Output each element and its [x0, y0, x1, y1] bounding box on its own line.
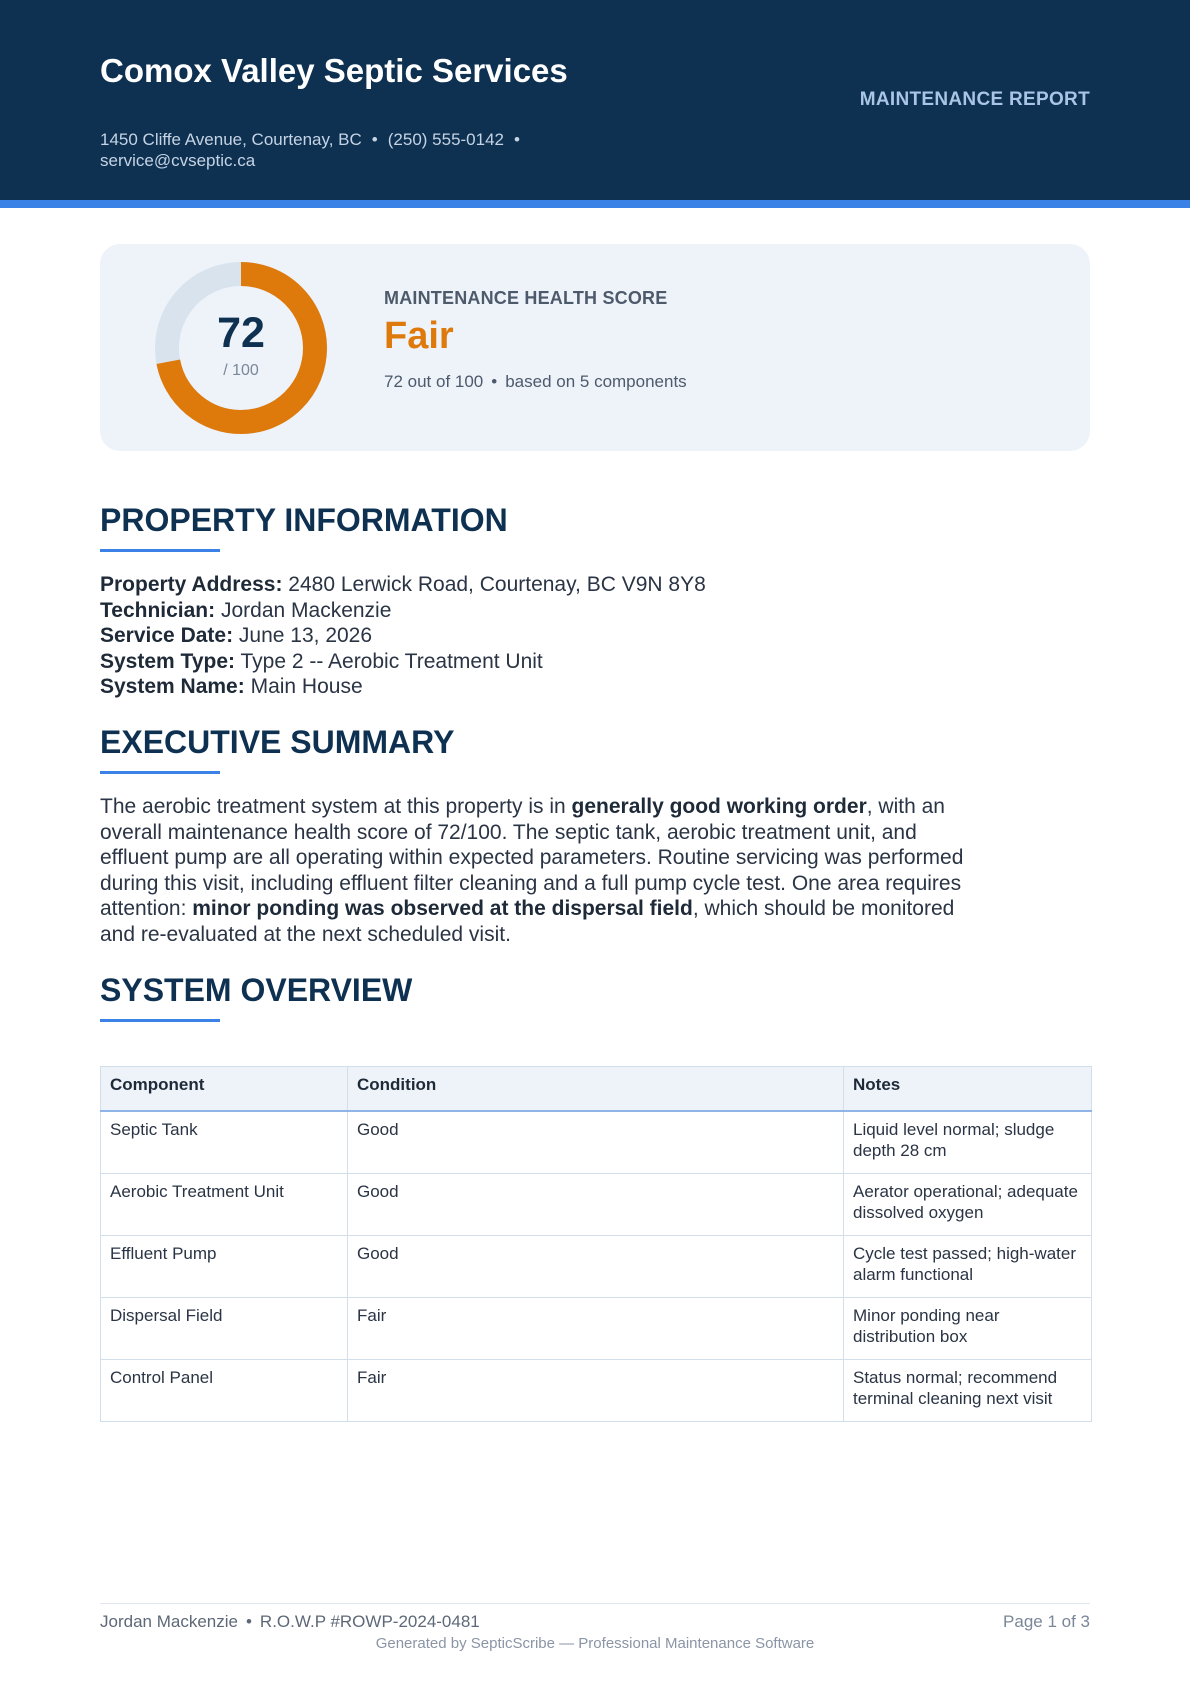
- notes-cell: Minor ponding near distribution box: [844, 1298, 1092, 1360]
- column-header-condition: Condition: [348, 1067, 844, 1112]
- header-accent-stripe: [0, 200, 1190, 208]
- component-cell: Aerobic Treatment Unit: [101, 1174, 348, 1236]
- health-score-label: MAINTENANCE HEALTH SCORE: [384, 288, 668, 308]
- summary-text: , which should be monitored and re-evaluated at the next scheduled visit.: [100, 897, 955, 946]
- health-score-max: / 100: [223, 362, 259, 379]
- company-address: 1450 Cliffe Avenue, Courtenay, BC: [100, 130, 362, 149]
- component-cell: Control Panel: [101, 1360, 348, 1422]
- property-address-value: 2480 Lerwick Road, Courtenay, BC V9N 8Y8: [288, 573, 706, 596]
- health-score-card: [100, 244, 1090, 451]
- condition-cell: Good: [348, 1111, 844, 1174]
- service-date-value: June 13, 2026: [238, 624, 373, 647]
- service-date-row: [100, 623, 706, 649]
- table-row: [101, 1236, 1092, 1298]
- report-type-label: MAINTENANCE REPORT: [859, 89, 1090, 110]
- table-row: [101, 1298, 1092, 1360]
- contact-separator: •: [371, 130, 378, 149]
- company-contact: [100, 129, 620, 171]
- executive-summary-title: EXECUTIVE SUMMARY: [100, 724, 455, 760]
- summary-text: , with an overall maintenance health score of 72/100. The septic tank, aerobic treatment unit, and effluent pump are all operating within expected parameters. Routine servicing was performed during this visit, including effluent filter cleaning and a full pump cycle test. One area requires attention:: [100, 795, 964, 920]
- table-header-row: [101, 1067, 1092, 1112]
- health-score-value: 72: [217, 309, 265, 357]
- system-type-value: Type 2 -- Aerobic Treatment Unit: [240, 649, 543, 673]
- notes-cell: Status normal; recommend terminal cleaning next visit: [844, 1360, 1092, 1422]
- notes-cell: Liquid level normal; sludge depth 28 cm: [844, 1111, 1092, 1174]
- table-row: [101, 1111, 1092, 1174]
- health-score-rating: Fair: [384, 315, 454, 357]
- notes-cell: Cycle test passed; high-water alarm functional: [844, 1236, 1092, 1298]
- generated-by-note: Generated by SepticScribe — Professional Maintenance Software: [375, 1635, 815, 1652]
- system-name-value: Main House: [250, 675, 363, 698]
- table-row: [101, 1174, 1092, 1236]
- field-label: Technician:: [100, 598, 216, 622]
- component-cell: Effluent Pump: [101, 1236, 348, 1298]
- technician-value: Jordan Mackenzie: [220, 598, 392, 622]
- field-label: System Name:: [100, 675, 245, 698]
- column-header-notes: Notes: [844, 1067, 1092, 1112]
- field-label: Property Address:: [100, 573, 283, 596]
- footer-separator: •: [245, 1612, 252, 1631]
- condition-cell: Good: [348, 1174, 844, 1236]
- property-information-title: PROPERTY INFORMATION: [100, 502, 508, 538]
- section-underline: [100, 549, 220, 552]
- column-header-component: Component: [101, 1067, 348, 1112]
- footer-divider: [100, 1603, 1090, 1604]
- health-score-detail-basis: based on 5 components: [505, 372, 687, 391]
- component-cell: Dispersal Field: [101, 1298, 348, 1360]
- section-underline: [100, 771, 220, 774]
- system-type-row: [100, 649, 706, 675]
- footer-technician-name: Jordan Mackenzie: [100, 1612, 238, 1631]
- system-overview-title: SYSTEM OVERVIEW: [100, 972, 413, 1008]
- page-number: Page 1 of 3: [1003, 1612, 1090, 1631]
- detail-separator: •: [491, 372, 498, 391]
- table-row: [101, 1360, 1092, 1422]
- company-name: Comox Valley Septic Services: [100, 52, 568, 89]
- footer-registration: R.O.W.P #ROWP-2024-0481: [259, 1612, 480, 1631]
- summary-text: The aerobic treatment system at this property is in: [100, 795, 572, 818]
- condition-cell: Fair: [348, 1298, 844, 1360]
- summary-highlight: generally good working order: [571, 795, 867, 818]
- health-score-detail-value: 72 out of 100: [384, 372, 484, 391]
- property-address-row: [100, 572, 706, 598]
- report-header: [0, 0, 1190, 200]
- system-overview-table: [100, 1066, 1092, 1422]
- summary-highlight: minor ponding was observed at the dispersal field: [192, 897, 693, 920]
- contact-separator: •: [514, 130, 520, 149]
- component-cell: Septic Tank: [101, 1111, 348, 1174]
- condition-cell: Fair: [348, 1360, 844, 1422]
- executive-summary-text: [100, 794, 970, 947]
- condition-cell: Good: [348, 1236, 844, 1298]
- company-phone: (250) 555-0142: [387, 130, 505, 149]
- footer-technician: [100, 1612, 480, 1632]
- technician-row: [100, 598, 706, 624]
- notes-cell: Aerator operational; adequate dissolved oxygen: [844, 1174, 1092, 1236]
- health-score-detail: [384, 372, 687, 392]
- field-label: System Type:: [100, 649, 235, 673]
- property-information-list: [100, 572, 706, 700]
- section-underline: [100, 1019, 220, 1022]
- company-email: service@cvseptic.ca: [100, 151, 256, 170]
- system-name-row: [100, 674, 706, 700]
- field-label: Service Date:: [100, 624, 234, 647]
